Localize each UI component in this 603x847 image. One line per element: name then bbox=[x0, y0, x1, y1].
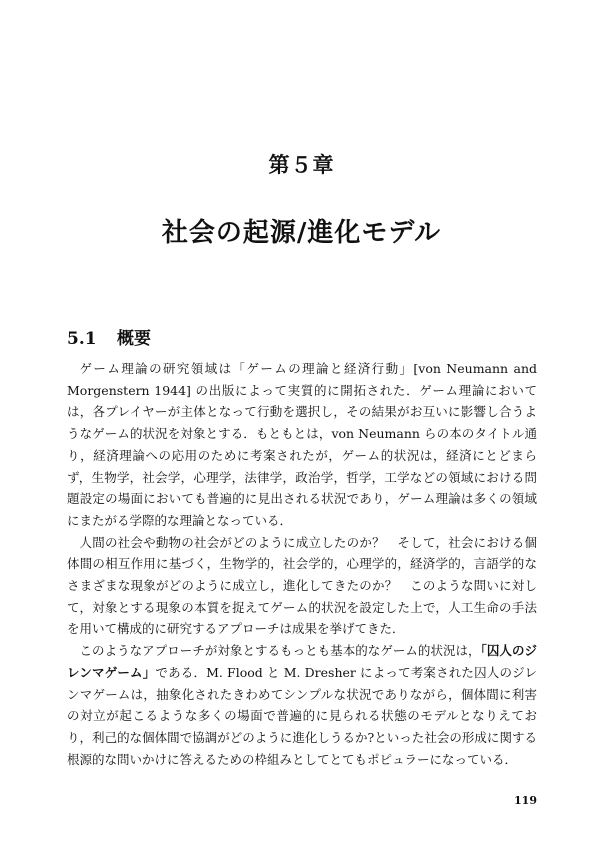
paragraph-3-after: である．M. Flood と M. Dresher によって考案された囚人のジレンマゲームは，抽象化されたきわめてシンプルな状況でありながら，個体間に利害の対立が起こるような多くの場面で普遍的に見られる状態のモデルとなりえており，利己的な個体間で協調がどのように進化しうるか?といった社会の形成に関する根源的な問いかけに答えるための枠組みとしてとてもポピュラーになっている． bbox=[67, 664, 537, 767]
section-number: 5.1 bbox=[67, 329, 97, 349]
section-heading bbox=[67, 324, 151, 349]
body-text bbox=[67, 358, 537, 770]
chapter-title: 社会の起源/進化モデル bbox=[161, 218, 442, 248]
page-number: 119 bbox=[514, 794, 537, 807]
paragraph-3 bbox=[67, 640, 537, 770]
paragraph-2: 人間の社会や動物の社会がどのように成立したのか？ そして，社会における個体間の相互作用に基づく，生物学的，社会学的，心理学的，経済学的，言語学的なさまざまな現象がどのように成立し，進化してきたのか？ このような問いに対して，対象とする現象の本質を捉えてゲーム的状況を設定した上で，人工生命の手法を用いて構成的に研究するアプローチは成果を挙げてきた． bbox=[67, 534, 537, 637]
paragraph-3-before: このようなアプローチが対象とするもっとも基本的なゲーム的状況は， bbox=[79, 643, 481, 659]
section-title: 概要 bbox=[117, 329, 151, 349]
emphasis-prisoners-dilemma: 「囚人のジレンマゲーム」 bbox=[67, 643, 537, 680]
paragraph-1: ゲーム理論の研究領域は「ゲームの理論と経済行動」[von Neumann and Morgenstern 1944] の出版によって実質的に開拓された．ゲーム理論においては，各プレイヤーが主体となって行動を選択し，その結果がお互いに影響し合うようなゲーム的状況を対象とする．もともとは，von Neumann らの本のタイトル通り，経済理論への応用のために考案されたが，ゲーム的状況は，経済にとどまらず，生物学，社会学，心理学，法律学，政治学，哲学，工学などの領域における問題設定の場面においても普遍的に見出される状況であり，ゲーム理論は多くの領域にまたがる学際的な理論となっている． bbox=[67, 361, 537, 528]
chapter-label: 第５章 bbox=[268, 153, 335, 177]
